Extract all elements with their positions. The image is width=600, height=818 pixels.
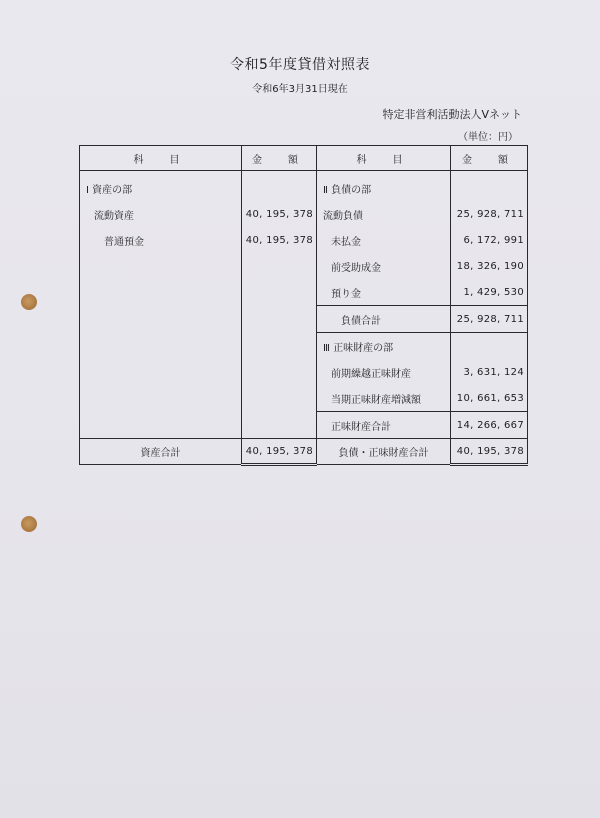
punch-hole bbox=[21, 516, 37, 532]
header-amount-left: 金 額 bbox=[242, 146, 317, 171]
grand-total-row bbox=[80, 439, 528, 465]
liabilities-total-value: 25, 928, 711 bbox=[451, 306, 528, 333]
table-row bbox=[80, 412, 528, 439]
table-row bbox=[80, 201, 528, 227]
as-of-date: 令和6年3月31日現在 bbox=[252, 84, 348, 95]
current-liabilities-value: 25, 928, 711 bbox=[451, 201, 528, 227]
balance-sheet-table bbox=[79, 145, 528, 466]
liabilities-total-label: 負債合計 bbox=[317, 306, 451, 333]
currency-unit: （単位：円） bbox=[458, 132, 518, 143]
table-header-row bbox=[80, 146, 528, 171]
current-assets-label: 流動資産 bbox=[80, 201, 242, 227]
assets-section-label: Ⅰ 資産の部 bbox=[80, 171, 242, 202]
punch-hole bbox=[21, 294, 37, 310]
net-asset-item-value: 10, 661, 653 bbox=[451, 385, 528, 412]
table-row bbox=[80, 306, 528, 333]
liability-item-label: 前受助成金 bbox=[317, 253, 451, 279]
net-asset-item-label: 前期繰越正味財産 bbox=[317, 359, 451, 385]
organization-name: 特定非営利活動法人Vネット bbox=[382, 108, 522, 121]
current-assets-value: 40, 195, 378 bbox=[242, 201, 317, 227]
table-row bbox=[80, 333, 528, 360]
grand-total-label: 負債・正味財産合計 bbox=[317, 439, 451, 465]
table-row bbox=[80, 279, 528, 306]
net-assets-total-value: 14, 266, 667 bbox=[451, 412, 528, 439]
assets-total-label: 資産合計 bbox=[80, 439, 242, 465]
net-assets-total-label: 正味財産合計 bbox=[317, 412, 451, 439]
current-liabilities-label: 流動負債 bbox=[317, 201, 451, 227]
net-assets-section-label: Ⅲ 正味財産の部 bbox=[317, 333, 451, 360]
table-row bbox=[80, 253, 528, 279]
assets-total-value: 40, 195, 378 bbox=[242, 439, 317, 465]
document-title: 令和5年度貸借対照表 bbox=[230, 57, 370, 73]
liability-item-label: 預り金 bbox=[317, 279, 451, 306]
table-row bbox=[80, 171, 528, 202]
header-amount-right: 金 額 bbox=[451, 146, 528, 171]
deposits-value: 40, 195, 378 bbox=[242, 227, 317, 253]
header-item-right: 科 目 bbox=[317, 146, 451, 171]
grand-total-value: 40, 195, 378 bbox=[451, 439, 528, 465]
liabilities-section-label: Ⅱ 負債の部 bbox=[317, 171, 451, 202]
header-item-left: 科 目 bbox=[80, 146, 242, 171]
liability-item-label: 未払金 bbox=[317, 227, 451, 253]
liability-item-value: 1, 429, 530 bbox=[451, 279, 528, 306]
liability-item-value: 6, 172, 991 bbox=[451, 227, 528, 253]
table-row bbox=[80, 227, 528, 253]
table-row bbox=[80, 359, 528, 385]
table-row bbox=[80, 385, 528, 412]
liability-item-value: 18, 326, 190 bbox=[451, 253, 528, 279]
net-asset-item-label: 当期正味財産増減額 bbox=[317, 385, 451, 412]
deposits-label: 普通預金 bbox=[80, 227, 242, 253]
net-asset-item-value: 3, 631, 124 bbox=[451, 359, 528, 385]
